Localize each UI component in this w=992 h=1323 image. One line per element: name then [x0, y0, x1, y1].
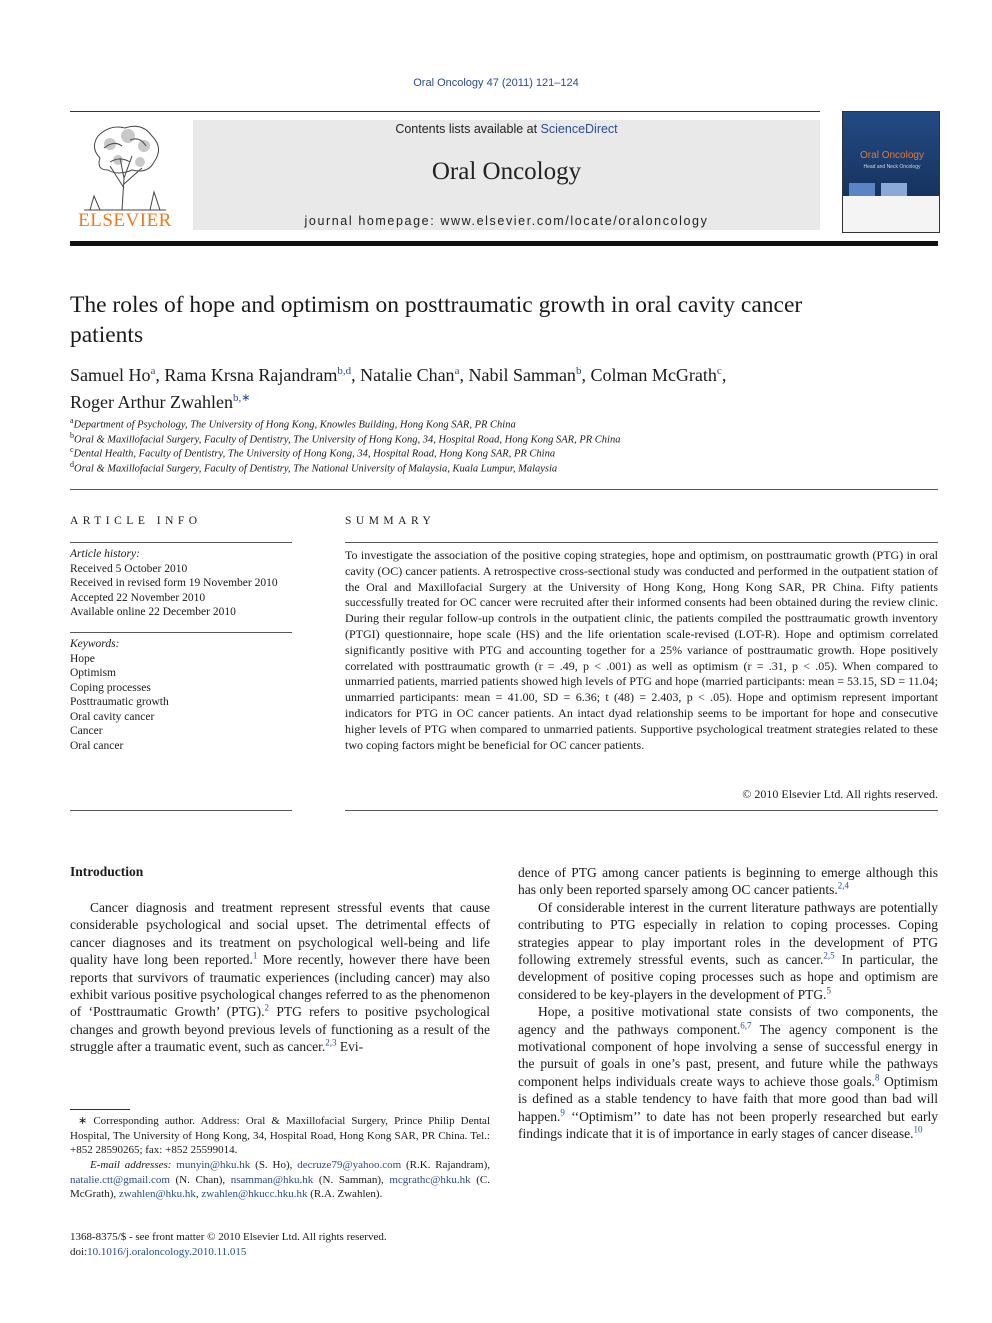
affiliation-rule	[70, 489, 938, 490]
elsevier-logo[interactable]	[70, 118, 180, 233]
masthead-rule	[70, 241, 938, 246]
para-text: More recently, however there have been reports that survivors of traumatic experiences (including cancer) may also exhibit various positive psychological changes referred to as the phenomenon of ‘Posttraumatic Growth’ (PTG).	[70, 952, 490, 1020]
author-separator: ,	[721, 365, 727, 385]
cover-image-1	[849, 183, 875, 197]
journal-homepage	[193, 214, 820, 228]
header-rule	[70, 111, 820, 112]
corresponding-author-note	[70, 1114, 490, 1158]
para-text: Optimism is defined as a stable tendency to have faith that more good than bad will happen.	[518, 1073, 938, 1124]
email-owner: (N. Samman),	[313, 1173, 390, 1186]
email-owner: ,	[195, 1188, 202, 1200]
author-affil-sup[interactable]: b	[575, 365, 582, 377]
affiliation-sup: c	[70, 445, 74, 454]
keywords-rule	[70, 632, 292, 633]
keyword: Posttraumatic growth	[70, 696, 169, 708]
affiliation	[70, 460, 930, 475]
email-link[interactable]: munyin@hku.hk	[176, 1159, 251, 1171]
email-link[interactable]: natalie.ctt@gmail.com	[70, 1173, 170, 1186]
journal-cover-thumbnail[interactable]	[842, 111, 940, 233]
sciencedirect-link[interactable]: ScienceDirect	[540, 122, 618, 136]
email-link[interactable]: nsamman@hku.hk	[230, 1173, 314, 1186]
summary-heading: SUMMARY	[345, 515, 436, 527]
email-link[interactable]: decruze79@yahoo.com	[297, 1159, 402, 1171]
author-affil-sup[interactable]: b,d	[337, 365, 352, 377]
citation-ref[interactable]: 2,5	[823, 950, 835, 961]
para-text: In particular, the development of positive coping processes such as hope and optimism are considered to be key-players in the development of PTG.	[518, 952, 938, 1002]
email-addresses	[70, 1158, 490, 1202]
publisher-wordmark: ELSEVIER	[78, 210, 172, 231]
intro-paragraph-3	[518, 1003, 938, 1142]
journal-citation[interactable]: Oral Oncology 47 (2011) 121–124	[413, 77, 579, 89]
affiliation-sup: b	[70, 431, 74, 440]
footnote-marker: ∗	[78, 1115, 88, 1127]
para-text: Cancer diagnosis and treatment represent stressful events that cause considerable psychological and social upset. The detrimental effects of cancer diagnoses and its treatment on psychological well-being and life quality have long been reported.	[70, 900, 490, 968]
author[interactable]: Samuel Ho	[70, 365, 151, 385]
citation-ref[interactable]: 5	[826, 985, 832, 996]
citation-ref[interactable]: 2	[264, 1002, 270, 1013]
para-text: ‘‘Optimism’’ to date has not been properly researched but early findings indicate that it is of importance in early stages of cancer disease.	[518, 1108, 938, 1142]
keyword: Hope	[70, 652, 95, 665]
article-history	[70, 547, 292, 620]
doi-label: doi:	[70, 1245, 88, 1258]
para-text: Of considerable interest in the current literature pathways are potentially contributing to PTG especially in relation to coping processes. Coping strategies appear to play important roles in the development of PTG following extremely stressful events, such as cancer.	[518, 899, 938, 968]
para-text: Hope, a positive motivational state consists of two components, the agency and the pathways component.	[518, 1004, 938, 1037]
footnote-text: Corresponding author. Address: Oral & Maxillofacial Surgery, Prince Philip Dental Hospital, The University of Hong Kong, 34, Hospital Road, Hong Kong SAR, PR China. Tel.: +852 28590265; fax: +852 25599014.	[70, 1115, 490, 1156]
intro-paragraph-1-cont	[518, 864, 938, 899]
citation-ref[interactable]: 2,4	[837, 880, 850, 891]
author-affil-sup[interactable]: a	[454, 365, 460, 377]
intro-paragraph-2	[518, 899, 938, 1003]
cover-title: Oral Oncology	[860, 150, 924, 161]
author-list	[70, 360, 930, 414]
para-text: dence of PTG among cancer patients is beginning to emerge although this has only been reported sparsely among OC cancer patients.	[518, 865, 938, 898]
homepage-url[interactable]: www.elsevier.com/locate/oraloncology	[440, 214, 709, 228]
intro-left-column	[70, 899, 490, 1056]
affiliation	[70, 445, 930, 460]
author-affil-sup[interactable]: a	[150, 365, 156, 377]
contents-prefix: Contents lists available at	[395, 122, 541, 136]
affiliation-text: Oral & Maxillofacial Surgery, Faculty of Dentistry, The University of Hong Kong, 34, Hospital Road, Hong Kong SAR, PR China	[74, 434, 621, 446]
summary-rule	[345, 542, 938, 543]
intro-right-column	[518, 864, 938, 1143]
summary-bottom-rule	[345, 810, 938, 811]
email-owner: (R.A. Zwahlen).	[307, 1188, 383, 1200]
history-label: Article history:	[70, 548, 140, 560]
citation-ref[interactable]: 8	[874, 1072, 880, 1083]
keyword: Cancer	[70, 725, 103, 737]
email-link[interactable]: zwahlen@hkucc.hku.hk	[201, 1188, 308, 1200]
author-separator: ,	[459, 365, 469, 385]
keyword: Coping processes	[70, 681, 151, 694]
affiliation-text: Dental Health, Faculty of Dentistry, The University of Hong Kong, 34, Hospital Road, Hong Kong SAR, PR China	[73, 448, 556, 460]
keywords-block	[70, 637, 292, 753]
author-affil-sup[interactable]: b,∗	[232, 392, 251, 404]
affiliation-sup: a	[70, 416, 74, 425]
cover-image-2	[881, 183, 907, 197]
keyword: Optimism	[70, 667, 117, 679]
citation-ref[interactable]: 10	[913, 1124, 923, 1135]
front-matter-info	[70, 1230, 387, 1259]
affiliation-sup: d	[70, 460, 74, 469]
affiliation-text: Department of Psychology, The University of Hong Kong, Knowles Building, Hong Kong SAR, PR China	[73, 419, 516, 431]
contents-line	[193, 122, 820, 136]
keywords-label: Keywords:	[70, 638, 120, 650]
doi-link[interactable]: 10.1016/j.oraloncology.2010.11.015	[87, 1245, 247, 1258]
author-affil-sup[interactable]: c	[716, 365, 722, 377]
author-separator: ,	[155, 365, 165, 385]
homepage-prefix: journal homepage:	[304, 214, 441, 228]
introduction-heading: Introduction	[70, 864, 144, 879]
summary-copyright: © 2010 Elsevier Ltd. All rights reserved.	[742, 787, 938, 801]
cover-subtitle: Head and Neck Oncology	[863, 164, 921, 170]
affiliation	[70, 416, 930, 431]
article-info-heading: ARTICLE INFO	[70, 515, 202, 527]
issn-line: 1368-8375/$ - see front matter © 2010 Elsevier Ltd. All rights reserved.	[70, 1231, 387, 1243]
author-separator: ,	[581, 365, 591, 385]
history-item: Available online 22 December 2010	[70, 606, 236, 618]
history-item: Accepted 22 November 2010	[70, 591, 206, 604]
history-item: Received 5 October 2010	[70, 562, 188, 575]
article-info-bottom-rule	[70, 810, 292, 811]
author[interactable]: Rama Krsna Rajandram	[164, 365, 338, 385]
history-item: Received in revised form 19 November 2010	[70, 577, 278, 589]
email-link[interactable]: mcgrathc@hku.hk	[389, 1173, 471, 1186]
cover-image-strip	[849, 182, 933, 196]
email-owner: (N. Chan),	[169, 1173, 231, 1186]
para-text: The agency component is the motivational component of hope involving a sense of successful energy in the pursuit of goals in one’s past, present, and future while the pathways component helps individuals create ways to achieve those goals.	[518, 1021, 938, 1089]
journal-masthead	[193, 120, 820, 230]
citation-ref[interactable]: 9	[560, 1107, 565, 1118]
email-owner: (S. Ho),	[250, 1159, 298, 1171]
author[interactable]: Natalie Chan	[360, 365, 455, 385]
author[interactable]: Nabil Samman	[468, 365, 576, 385]
journal-name: Oral Oncology	[431, 158, 582, 185]
article-info-rule	[70, 542, 292, 543]
citation-ref[interactable]: 2,3	[325, 1037, 337, 1048]
affiliation-text: Oral & Maxillofacial Surgery, Faculty of Dentistry, The National University of Malaysia, Kuala Lumpur, Malaysia	[74, 463, 558, 475]
author[interactable]: Roger Arthur Zwahlen	[70, 392, 233, 412]
para-text: PTG refers to positive psychological changes and growth beyond previous levels of functioning as a result of the struggle after a traumatic event, such as cancer.	[70, 1004, 490, 1055]
email-label: E-mail addresses:	[90, 1159, 172, 1171]
email-owner: (R.K. Rajandram),	[401, 1159, 490, 1171]
author-separator: ,	[351, 365, 361, 385]
email-link[interactable]: zwahlen@hku.hk	[118, 1188, 196, 1200]
para-text: Evi-	[336, 1039, 364, 1055]
summary-text: To investigate the association of the positive coping strategies, hope and optimism, on posttraumatic growth (PTG) in oral cavity (OC) cancer patients. A retrospective cross-sectional study was conducted and performed in the outpatient station of the Oral and Maxillofacial Surgery at the University of Hong Kong, Hong Kong SAR, PR China. Fifty patients successfully treated for OC cancer were recruited after their informed consents had been obtained during the review clinic. During their regular follow-up controls in the outpatient clinic, the patients compiled the posttraumatic growth inventory (PTGI) questionnaire, hope scale (HS) and the life orientation scale-revised (LOT-R). Hope and optimism correlated significantly positive with PTG and accounting together for a 25% variance of posttraumatic growth. Hope positively correlated with posttraumatic growth (r = .49, p < .001) as well as optimism (r = .31, p < .05). When compared to unmarried patients, married patients showed high levels of PTG and hope (married participants: mean = 53.15, SD = 11.04; unmarried participants: mean = 41.00, SD = 6.36; t (48) = 2.403, p < .05). Hope and optimism represent important indicators for PTG in OC cancer patients. An intact dyad relationship seems to be important for hope and consecutive higher levels of PTG when compared to unmarried patients. Supportive psychological treatment strategies related to these two coping factors might be beneficial for OC cancer patients.	[345, 548, 938, 752]
article-title: The roles of hope and optimism on posttraumatic growth in oral cavity cancer patients	[70, 292, 803, 348]
cover-footer	[843, 196, 939, 232]
affiliation	[70, 431, 930, 446]
email-owner: (C. McGrath),	[70, 1173, 491, 1200]
intro-paragraph-1	[70, 899, 490, 1056]
keyword: Oral cavity cancer	[70, 710, 155, 723]
citation-ref[interactable]: 1	[252, 950, 258, 961]
doi-line	[70, 1245, 387, 1260]
citation-ref[interactable]: 6,7	[740, 1020, 752, 1031]
footnote-rule	[70, 1109, 130, 1110]
author[interactable]: Colman McGrath	[590, 365, 717, 385]
keyword: Oral cancer	[70, 739, 124, 752]
